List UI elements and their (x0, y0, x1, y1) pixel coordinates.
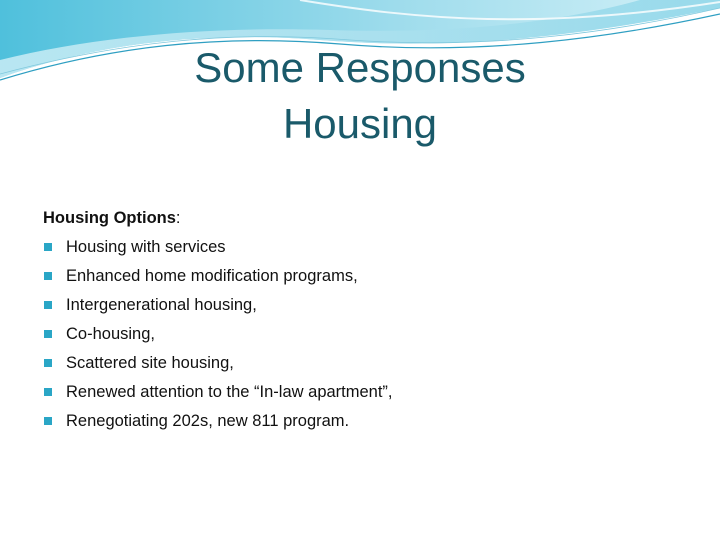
list-item-text: Scattered site housing, (66, 354, 234, 372)
square-bullet-icon (44, 243, 52, 251)
list-item (43, 292, 683, 321)
body-heading (43, 205, 683, 234)
list-item-text: Co-housing, (66, 325, 155, 343)
square-bullet-icon (44, 330, 52, 338)
list-item-text: Renegotiating 202s, new 811 program. (66, 412, 350, 430)
square-bullet-icon (44, 359, 52, 367)
body-heading-bold: Housing Options (43, 209, 176, 227)
list-item-text: Housing with services (66, 238, 226, 256)
square-bullet-icon (44, 301, 52, 309)
list-item (43, 408, 683, 437)
slide-title (60, 40, 660, 152)
list-item (43, 321, 683, 350)
list-item-text: Enhanced home modification programs, (66, 267, 358, 285)
list-item (43, 234, 683, 263)
body-heading-colon: : (175, 209, 181, 227)
list-item (43, 263, 683, 292)
title-line-1: Some Responses (194, 44, 526, 91)
title-line-2: Housing (282, 100, 438, 147)
slide-body (43, 205, 683, 437)
square-bullet-icon (44, 272, 52, 280)
square-bullet-icon (44, 417, 52, 425)
square-bullet-icon (44, 388, 52, 396)
list-item (43, 350, 683, 379)
list-item-text: Renewed attention to the “In-law apartment”, (66, 383, 393, 401)
list-item-text: Intergenerational housing, (66, 296, 257, 314)
bullet-list (43, 234, 683, 437)
list-item (43, 379, 683, 408)
